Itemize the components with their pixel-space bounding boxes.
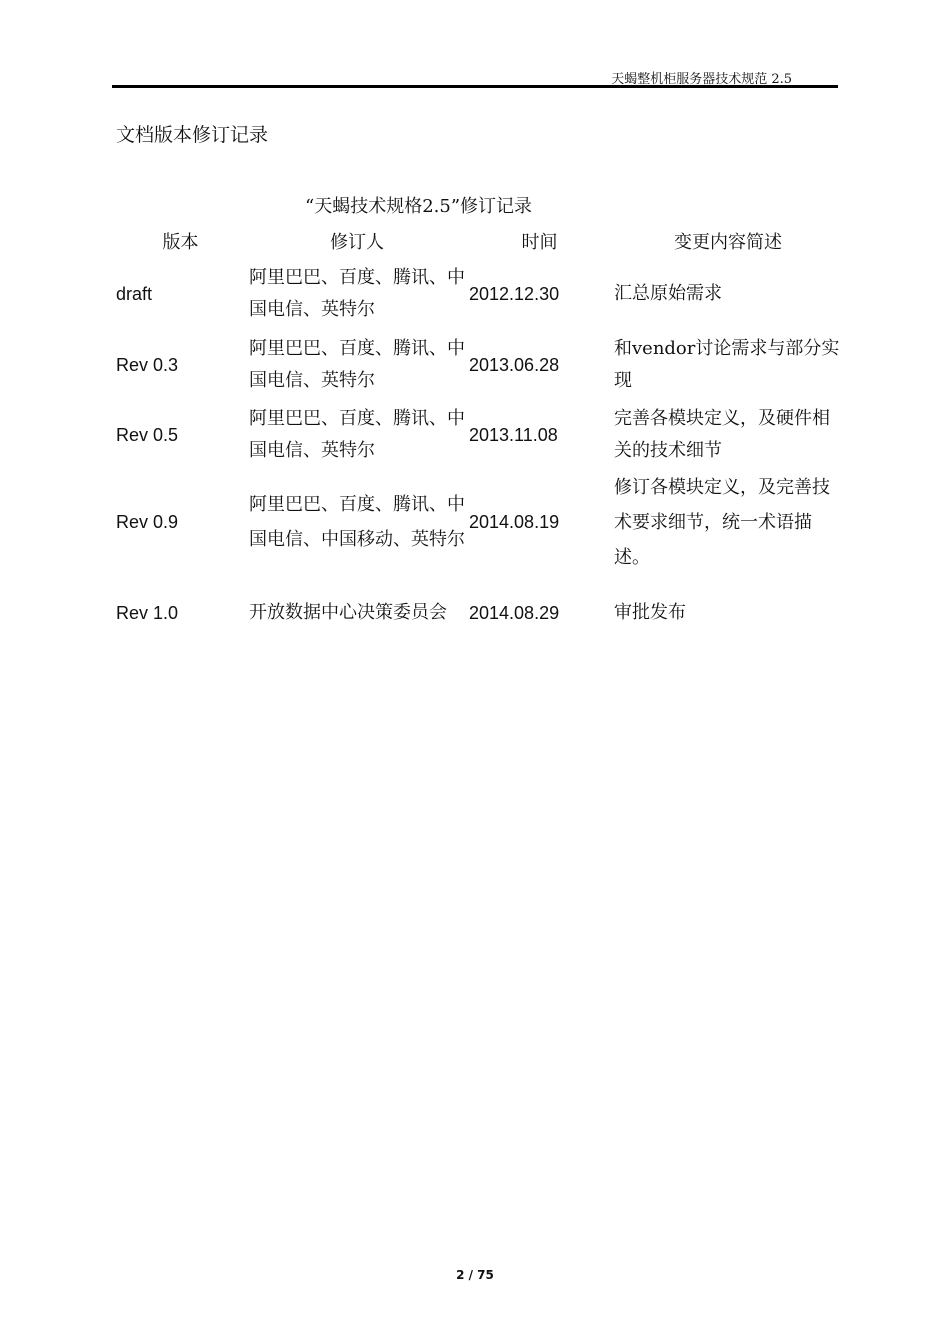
reviser-cell: 阿里巴巴、百度、腾讯、中国电信、英特尔: [249, 338, 465, 391]
column-header-date: 时间: [521, 232, 558, 253]
summary-cell: 审批发布: [614, 602, 686, 623]
revision-table: [112, 222, 842, 650]
summary-cell: 汇总原始需求: [614, 283, 722, 304]
table-row: [112, 328, 842, 402]
table-row: [112, 468, 842, 576]
date-cell: 2014.08.19: [469, 511, 560, 532]
reviser-cell: 阿里巴巴、百度、腾讯、中国电信、英特尔: [249, 408, 465, 461]
section-heading: 文档版本修订记录: [116, 124, 269, 146]
table-row: [112, 402, 842, 468]
summary-cell: 和vendor讨论需求与部分实现: [614, 338, 840, 391]
date-cell: 2014.08.29: [469, 603, 560, 623]
summary-cell: 修订各模块定义，及完善技术要求细节，统一术语描述。: [614, 476, 830, 568]
version-cell: draft: [116, 284, 153, 304]
version-cell: Rev 1.0: [116, 603, 179, 623]
version-cell: Rev 0.5: [116, 425, 179, 445]
reviser-cell: 阿里巴巴、百度、腾讯、中国电信、中国移动、英特尔: [249, 494, 465, 550]
reviser-cell: 阿里巴巴、百度、腾讯、中国电信、英特尔: [249, 267, 465, 320]
date-cell: 2012.12.30: [469, 284, 560, 304]
date-cell: 2013.11.08: [469, 425, 558, 445]
page-number: 2 / 75: [456, 1268, 494, 1282]
header-rule: [112, 85, 838, 88]
column-header-reviser: 修订人: [330, 232, 384, 253]
column-header-summary: 变更内容简述: [674, 232, 782, 253]
version-cell: Rev 0.3: [116, 355, 179, 375]
running-header-title: 天蝎整机柜服务器技术规范 2.5: [611, 72, 792, 87]
table-caption: “天蝎技术规格2.5”修订记录: [305, 196, 533, 217]
column-header-version: 版本: [162, 232, 199, 253]
table-header-row: [112, 222, 842, 260]
version-cell: Rev 0.9: [116, 511, 179, 532]
reviser-cell: 开放数据中心决策委员会: [249, 602, 447, 623]
summary-cell: 完善各模块定义，及硬件相关的技术细节: [614, 408, 830, 461]
table-row: [112, 576, 842, 650]
table-row: [112, 260, 842, 328]
date-cell: 2013.06.28: [469, 355, 560, 375]
